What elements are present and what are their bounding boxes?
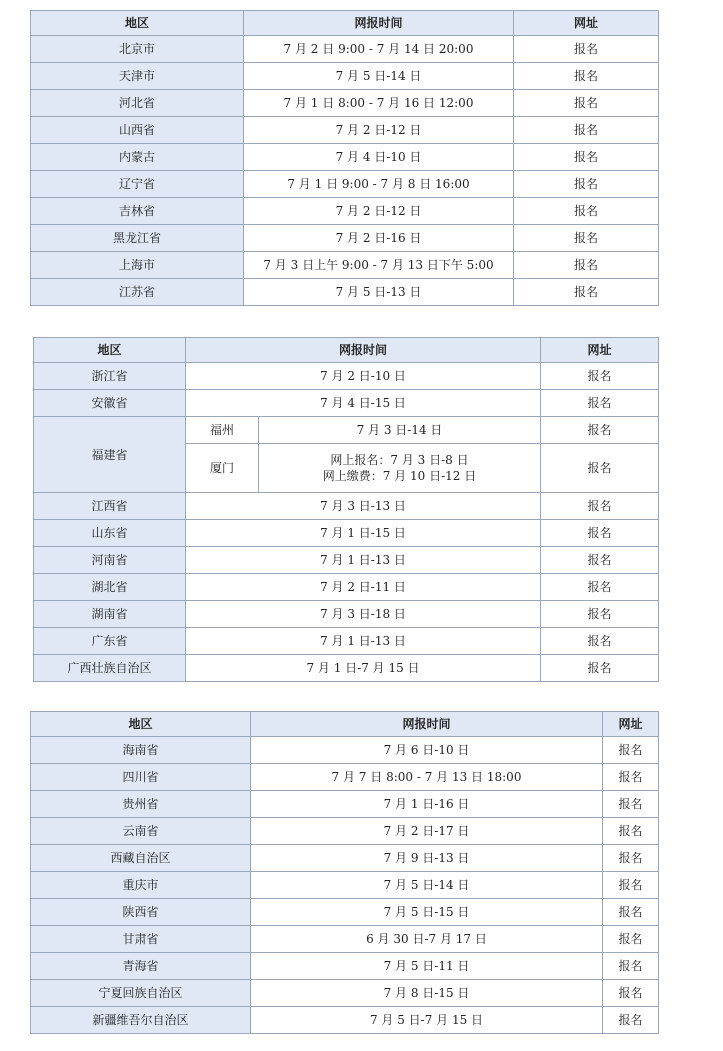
time-cell: 7 月 1 日-15 日: [186, 520, 541, 547]
time-cell: 7 月 2 日 9:00 - 7 月 14 日 20:00: [244, 36, 514, 63]
region-cell: 河北省: [31, 90, 244, 117]
time-cell: [259, 444, 541, 493]
region-cell: 安徽省: [34, 390, 186, 417]
table-row: [31, 980, 659, 1007]
table-row: [31, 225, 659, 252]
region-cell: 甘肃省: [31, 926, 251, 953]
region-cell: 浙江省: [34, 363, 186, 390]
table-row: [34, 601, 659, 628]
register-link[interactable]: 报名: [514, 63, 659, 90]
table-row: [31, 198, 659, 225]
time-cell: 6 月 30 日-7 月 17 日: [251, 926, 603, 953]
header-time: 网报时间: [186, 338, 541, 363]
table-row: [31, 117, 659, 144]
time-cell: 7 月 2 日-16 日: [244, 225, 514, 252]
table-row: [34, 390, 659, 417]
table-row: [31, 36, 659, 63]
register-link[interactable]: 报名: [603, 737, 659, 764]
region-cell: 广东省: [34, 628, 186, 655]
register-link[interactable]: 报名: [514, 279, 659, 306]
fujian-rows: [34, 417, 659, 493]
header-region: 地区: [34, 338, 186, 363]
time-cell: 7 月 4 日-10 日: [244, 144, 514, 171]
time-line: 网上报名：7 月 3 日-8 日: [330, 453, 469, 467]
time-cell: 7 月 5 日-11 日: [251, 953, 603, 980]
table-row: [31, 279, 659, 306]
registration-table-2: [33, 337, 659, 682]
region-cell: 上海市: [31, 252, 244, 279]
region-cell: 贵州省: [31, 791, 251, 818]
register-link[interactable]: 报名: [603, 899, 659, 926]
table-row: [34, 520, 659, 547]
region-cell: 福建省: [34, 417, 186, 493]
register-link[interactable]: 报名: [541, 547, 659, 574]
register-link[interactable]: 报名: [603, 980, 659, 1007]
header-time: 网报时间: [244, 11, 514, 36]
table-row: [31, 953, 659, 980]
table-header-row: [31, 712, 659, 737]
region-cell: 山东省: [34, 520, 186, 547]
time-cell: 7 月 5 日-13 日: [244, 279, 514, 306]
time-cell: 7 月 2 日-12 日: [244, 198, 514, 225]
region-cell: 辽宁省: [31, 171, 244, 198]
table-row: [34, 547, 659, 574]
table-row: [31, 252, 659, 279]
time-line: 网上缴费：7 月 10 日-12 日: [322, 469, 477, 483]
header-site: 网址: [541, 338, 659, 363]
register-link[interactable]: 报名: [541, 628, 659, 655]
register-link[interactable]: 报名: [603, 1007, 659, 1034]
region-cell: 江苏省: [31, 279, 244, 306]
registration-table-2-rest: [34, 493, 659, 682]
register-link[interactable]: 报名: [603, 845, 659, 872]
register-link[interactable]: 报名: [603, 818, 659, 845]
region-cell: 陕西省: [31, 899, 251, 926]
time-cell: 7 月 5 日-14 日: [251, 872, 603, 899]
table-header-row: [34, 338, 659, 363]
registration-table-1: [30, 10, 659, 306]
register-link[interactable]: 报名: [541, 493, 659, 520]
header-site: 网址: [603, 712, 659, 737]
header-site: 网址: [514, 11, 659, 36]
register-link[interactable]: 报名: [514, 117, 659, 144]
register-link[interactable]: 报名: [541, 601, 659, 628]
time-cell: 7 月 5 日-14 日: [244, 63, 514, 90]
register-link[interactable]: 报名: [514, 90, 659, 117]
register-link[interactable]: 报名: [541, 574, 659, 601]
time-cell: 7 月 8 日-15 日: [251, 980, 603, 1007]
table-row: [34, 417, 659, 444]
registration-table-1-body: [31, 11, 659, 306]
time-cell: 7 月 1 日-16 日: [251, 791, 603, 818]
register-link[interactable]: 报名: [603, 953, 659, 980]
table-row: [34, 628, 659, 655]
register-link[interactable]: 报名: [541, 363, 659, 390]
time-cell: 7 月 3 日上午 9:00 - 7 月 13 日下午 5:00: [244, 252, 514, 279]
time-cell: 7 月 2 日-12 日: [244, 117, 514, 144]
time-cell: 7 月 3 日-13 日: [186, 493, 541, 520]
table-row: [31, 926, 659, 953]
time-cell: 7 月 5 日-15 日: [251, 899, 603, 926]
header-time: 网报时间: [251, 712, 603, 737]
register-link[interactable]: 报名: [603, 872, 659, 899]
city-cell: 厦门: [186, 444, 259, 493]
region-cell: 重庆市: [31, 872, 251, 899]
time-cell: 7 月 6 日-10 日: [251, 737, 603, 764]
time-cell: 7 月 9 日-13 日: [251, 845, 603, 872]
region-cell: 云南省: [31, 818, 251, 845]
region-cell: 内蒙古: [31, 144, 244, 171]
time-cell: 7 月 1 日 8:00 - 7 月 16 日 12:00: [244, 90, 514, 117]
table-row: [31, 872, 659, 899]
region-cell: 河南省: [34, 547, 186, 574]
registration-table-3-body: [31, 712, 659, 1034]
time-cell: 7 月 2 日-10 日: [186, 363, 541, 390]
register-link[interactable]: 报名: [514, 144, 659, 171]
register-link[interactable]: 报名: [541, 417, 659, 444]
register-link[interactable]: 报名: [603, 926, 659, 953]
region-cell: 吉林省: [31, 198, 244, 225]
region-cell: 宁夏回族自治区: [31, 980, 251, 1007]
register-link[interactable]: 报名: [541, 520, 659, 547]
registration-table-2-body: [34, 338, 659, 417]
table-row: [34, 655, 659, 682]
register-link[interactable]: 报名: [514, 36, 659, 63]
region-cell: 山西省: [31, 117, 244, 144]
time-cell: 7 月 1 日 9:00 - 7 月 8 日 16:00: [244, 171, 514, 198]
time-cell: 7 月 2 日-17 日: [251, 818, 603, 845]
time-cell: 7 月 3 日-14 日: [259, 417, 541, 444]
table-row: [31, 63, 659, 90]
region-cell: 天津市: [31, 63, 244, 90]
table-row: [34, 574, 659, 601]
region-cell: 海南省: [31, 737, 251, 764]
table-row: [31, 818, 659, 845]
time-cell: 7 月 4 日-15 日: [186, 390, 541, 417]
table-row: [31, 737, 659, 764]
region-cell: 湖南省: [34, 601, 186, 628]
region-cell: 新疆维吾尔自治区: [31, 1007, 251, 1034]
table-row: [34, 363, 659, 390]
city-cell: 福州: [186, 417, 259, 444]
register-link[interactable]: 报名: [541, 444, 659, 493]
table-row: [31, 90, 659, 117]
region-cell: 广西壮族自治区: [34, 655, 186, 682]
time-cell: 7 月 3 日-18 日: [186, 601, 541, 628]
register-link[interactable]: 报名: [603, 764, 659, 791]
table-row: [31, 1007, 659, 1034]
header-region: 地区: [31, 11, 244, 36]
region-cell: 湖北省: [34, 574, 186, 601]
region-cell: 北京市: [31, 36, 244, 63]
time-cell: 7 月 2 日-11 日: [186, 574, 541, 601]
time-cell: 7 月 5 日-7 月 15 日: [251, 1007, 603, 1034]
table-row: [31, 764, 659, 791]
table-row: [34, 493, 659, 520]
table-header-row: [31, 11, 659, 36]
region-cell: 黑龙江省: [31, 225, 244, 252]
registration-table-3: [30, 711, 659, 1034]
register-link[interactable]: 报名: [514, 171, 659, 198]
header-region: 地区: [31, 712, 251, 737]
time-cell: 7 月 1 日-13 日: [186, 547, 541, 574]
time-cell: 7 月 1 日-13 日: [186, 628, 541, 655]
register-link[interactable]: 报名: [541, 655, 659, 682]
register-link[interactable]: 报名: [514, 198, 659, 225]
region-cell: 江西省: [34, 493, 186, 520]
table-row: [31, 791, 659, 818]
table-row: [31, 144, 659, 171]
time-cell: 7 月 1 日-7 月 15 日: [186, 655, 541, 682]
register-link[interactable]: 报名: [514, 225, 659, 252]
table-row: [31, 899, 659, 926]
table-row: [31, 171, 659, 198]
register-link[interactable]: 报名: [603, 791, 659, 818]
register-link[interactable]: 报名: [514, 252, 659, 279]
register-link[interactable]: 报名: [541, 390, 659, 417]
region-cell: 青海省: [31, 953, 251, 980]
region-cell: 西藏自治区: [31, 845, 251, 872]
table-row: [31, 845, 659, 872]
time-cell: 7 月 7 日 8:00 - 7 月 13 日 18:00: [251, 764, 603, 791]
region-cell: 四川省: [31, 764, 251, 791]
